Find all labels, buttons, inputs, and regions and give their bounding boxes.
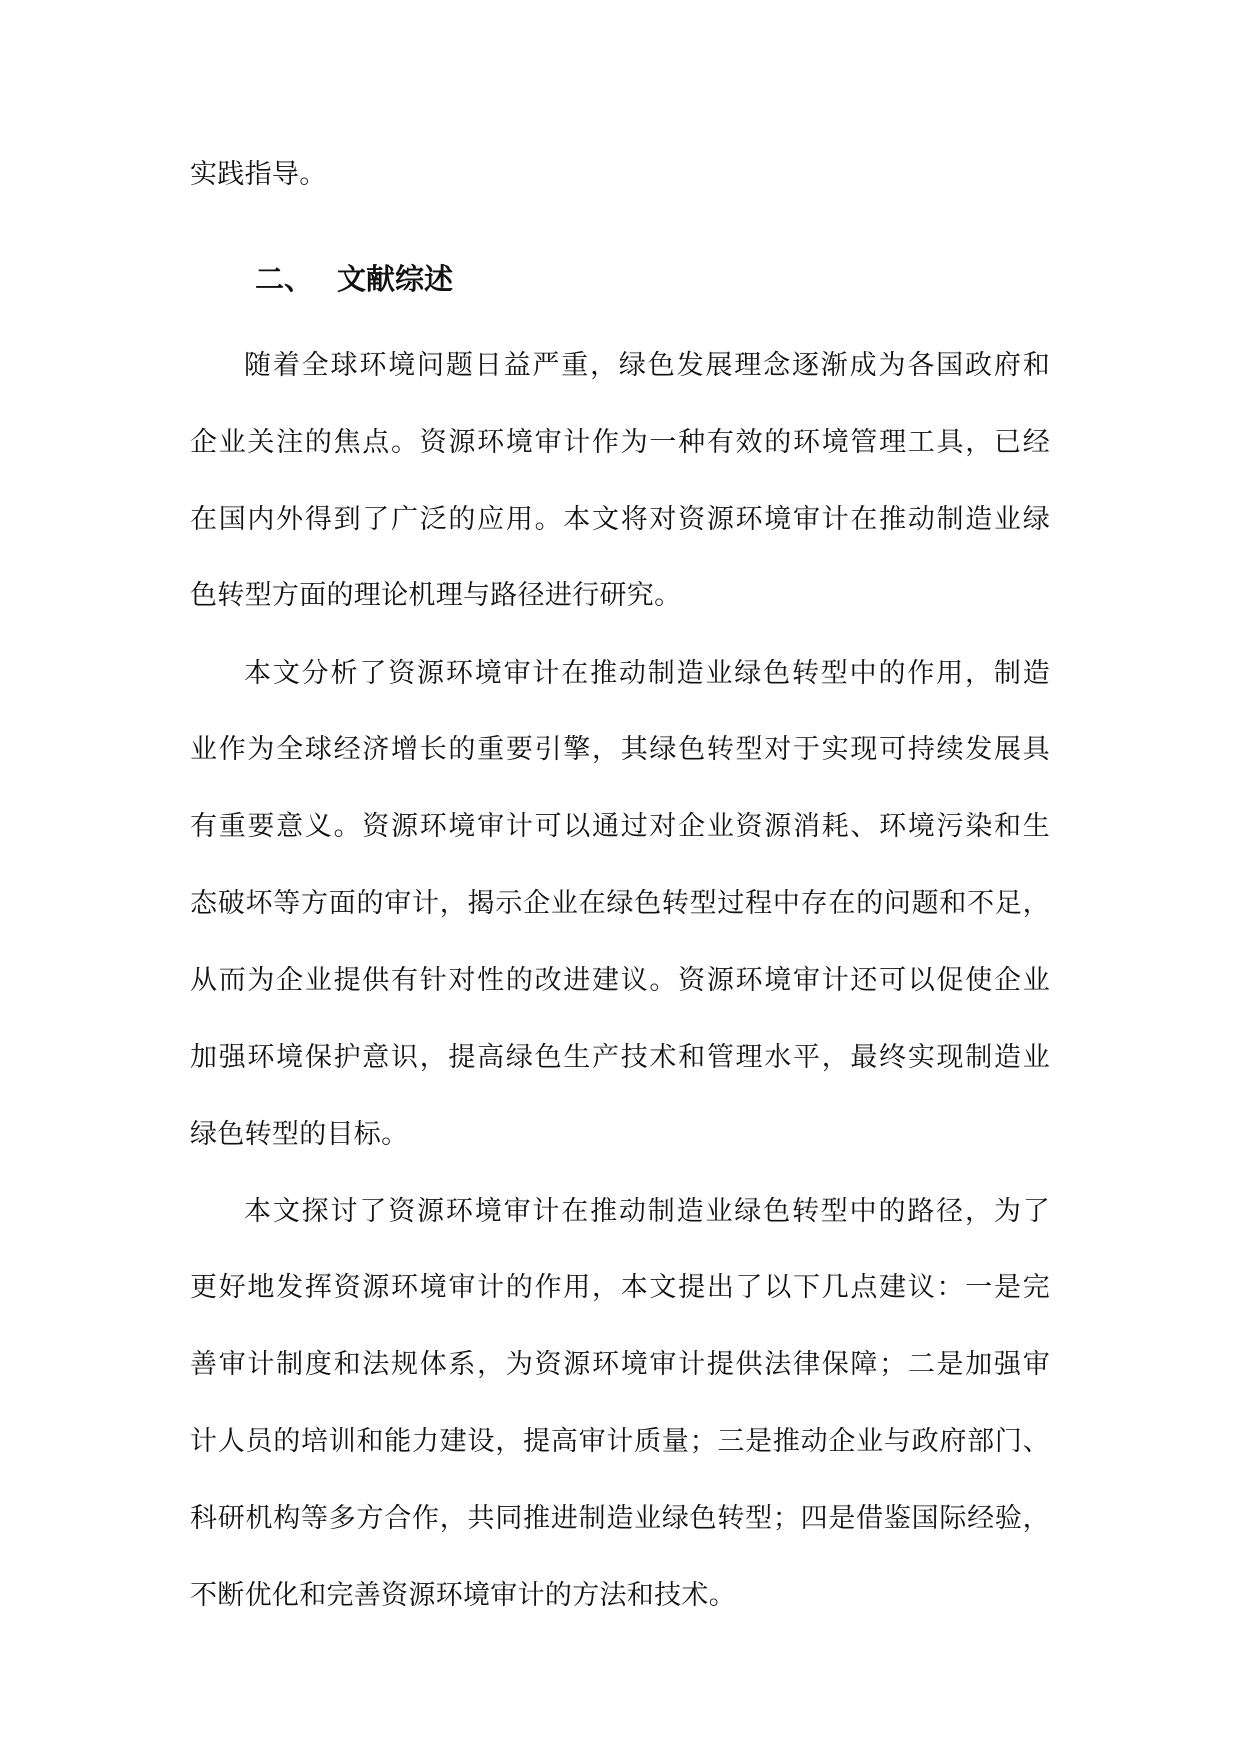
section-heading <box>255 259 453 299</box>
paragraph-line: 善审计制度和法规体系，为资源环境审计提供法律保障；二是加强审 <box>190 1349 1050 1380</box>
paragraph-line: 在国内外得到了广泛的应用。本文将对资源环境审计在推动制造业绿 <box>190 504 1050 535</box>
paragraph-line: 色转型方面的理论机理与路径进行研究。 <box>190 580 682 611</box>
paragraph-line: 随着全球环境问题日益严重，绿色发展理念逐渐成为各国政府和 <box>244 350 1050 381</box>
paragraph-line: 加强环境保护意识，提高绿色生产技术和管理水平，最终实现制造业 <box>190 1042 1050 1073</box>
paragraph-line: 不断优化和完善资源环境审计的方法和技术。 <box>190 1580 736 1611</box>
paragraph-line: 从而为企业提供有针对性的改进建议。资源环境审计还可以促使企业 <box>190 965 1050 996</box>
paragraph-line: 本文探讨了资源环境审计在推动制造业绿色转型中的路径，为了 <box>244 1196 1050 1227</box>
paragraph-line: 有重要意义。资源环境审计可以通过对企业资源消耗、环境污染和生 <box>190 811 1050 842</box>
paragraph-line: 业作为全球经济增长的重要引擎，其绿色转型对于实现可持续发展具 <box>190 734 1050 765</box>
section-number: 二、 <box>255 262 314 296</box>
paragraph-line: 态破坏等方面的审计，揭示企业在绿色转型过程中存在的问题和不足， <box>190 888 1050 919</box>
intro-tail-line: 实践指导。 <box>190 159 327 190</box>
paragraph-line: 计人员的培训和能力建设，提高审计质量；三是推动企业与政府部门、 <box>190 1426 1050 1457</box>
paragraph-line: 科研机构等多方合作，共同推进制造业绿色转型；四是借鉴国际经验， <box>190 1503 1050 1534</box>
paragraph-line: 本文分析了资源环境审计在推动制造业绿色转型中的作用，制造 <box>244 658 1050 689</box>
paragraph-line: 企业关注的焦点。资源环境审计作为一种有效的环境管理工具，已经 <box>190 427 1050 458</box>
paragraph-line: 绿色转型的目标。 <box>190 1119 409 1150</box>
paragraph-line: 更好地发挥资源环境审计的作用，本文提出了以下几点建议：一是完 <box>190 1272 1050 1303</box>
section-title: 文献综述 <box>337 262 454 296</box>
